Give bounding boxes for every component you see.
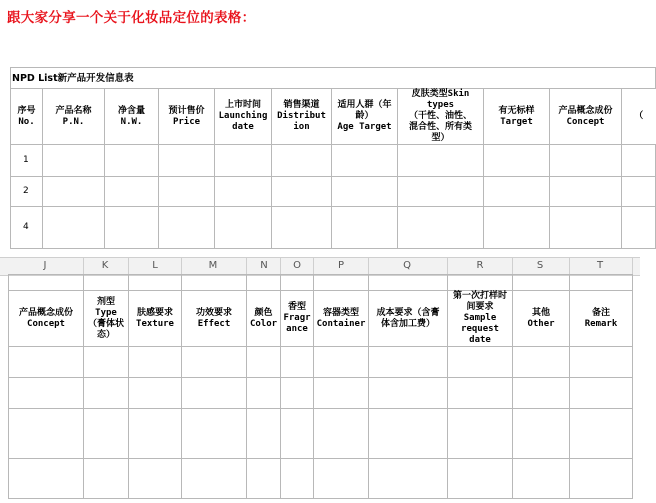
col-sample-date: 第一次打样时 间要求 Sample request date xyxy=(448,291,513,347)
table-row xyxy=(11,145,656,177)
intro-text: 跟大家分享一个关于化妆品定位的表格： xyxy=(7,10,256,26)
header-row xyxy=(11,89,656,145)
col-container: 容器类型 Container xyxy=(314,291,369,347)
row-number: 4 xyxy=(11,207,43,249)
title-row xyxy=(11,68,656,89)
table-row xyxy=(11,177,656,207)
column-letter[interactable]: P xyxy=(337,260,345,271)
column-letter[interactable]: T xyxy=(596,260,604,271)
col-no: 序号 No. xyxy=(11,89,43,145)
npd-table-top xyxy=(10,67,656,249)
table-row xyxy=(9,347,633,378)
column-letter[interactable]: M xyxy=(208,260,218,271)
col-concept: 产品概念成份 Concept xyxy=(9,291,84,347)
column-letter[interactable]: K xyxy=(101,260,109,271)
col-product-name: 产品名称 P.N. xyxy=(43,89,105,145)
column-letter[interactable]: N xyxy=(260,260,268,271)
col-target: 有无标样 Target xyxy=(484,89,550,145)
row-number: 2 xyxy=(11,177,43,207)
table-row xyxy=(9,409,633,459)
column-letter[interactable]: L xyxy=(152,260,158,271)
col-launch: 上市时间 Launching date xyxy=(215,89,272,145)
col-concept: 产品概念成份 Concept xyxy=(550,89,622,145)
col-texture: 肤感要求 Texture xyxy=(129,291,182,347)
table-row xyxy=(11,207,656,249)
col-other: 其他 Other xyxy=(513,291,570,347)
column-letter[interactable]: O xyxy=(293,260,301,271)
col-remark: 备注 Remark xyxy=(570,291,633,347)
column-letter[interactable]: J xyxy=(43,260,47,271)
col-net-weight: 净含量 N.W. xyxy=(105,89,159,145)
npd-sheet-top xyxy=(0,59,644,249)
col-cost: 成本要求（含膏 体含加工费） xyxy=(369,291,448,347)
col-skin: 皮肤类型Skin types （干性、油性、 混合性、所有类 型） xyxy=(398,89,484,145)
npd-sheet-bottom xyxy=(0,274,640,503)
col-type: 剂型 Type （膏体状 态） xyxy=(84,291,129,347)
table-row xyxy=(9,459,633,499)
column-letter[interactable]: Q xyxy=(403,260,411,271)
sheet-title: NPD List新产品开发信息表 xyxy=(12,72,134,84)
col-price: 预计售价 Price xyxy=(159,89,215,145)
col-fragrance: 香型 Fragr ance xyxy=(281,291,314,347)
column-letter[interactable]: S xyxy=(536,260,544,271)
row-number: 1 xyxy=(11,145,43,177)
header-row xyxy=(9,291,633,347)
table-row xyxy=(9,378,633,409)
col-color: 颜色 Color xyxy=(247,291,281,347)
column-letter[interactable]: R xyxy=(476,260,484,271)
col-partial: （ xyxy=(622,89,656,145)
npd-table-bottom xyxy=(8,274,633,499)
col-distribution: 销售渠道 Distribut ion xyxy=(272,89,332,145)
col-effect: 功效要求 Effect xyxy=(182,291,247,347)
col-age: 适用人群（年 龄） Age Target xyxy=(332,89,398,145)
